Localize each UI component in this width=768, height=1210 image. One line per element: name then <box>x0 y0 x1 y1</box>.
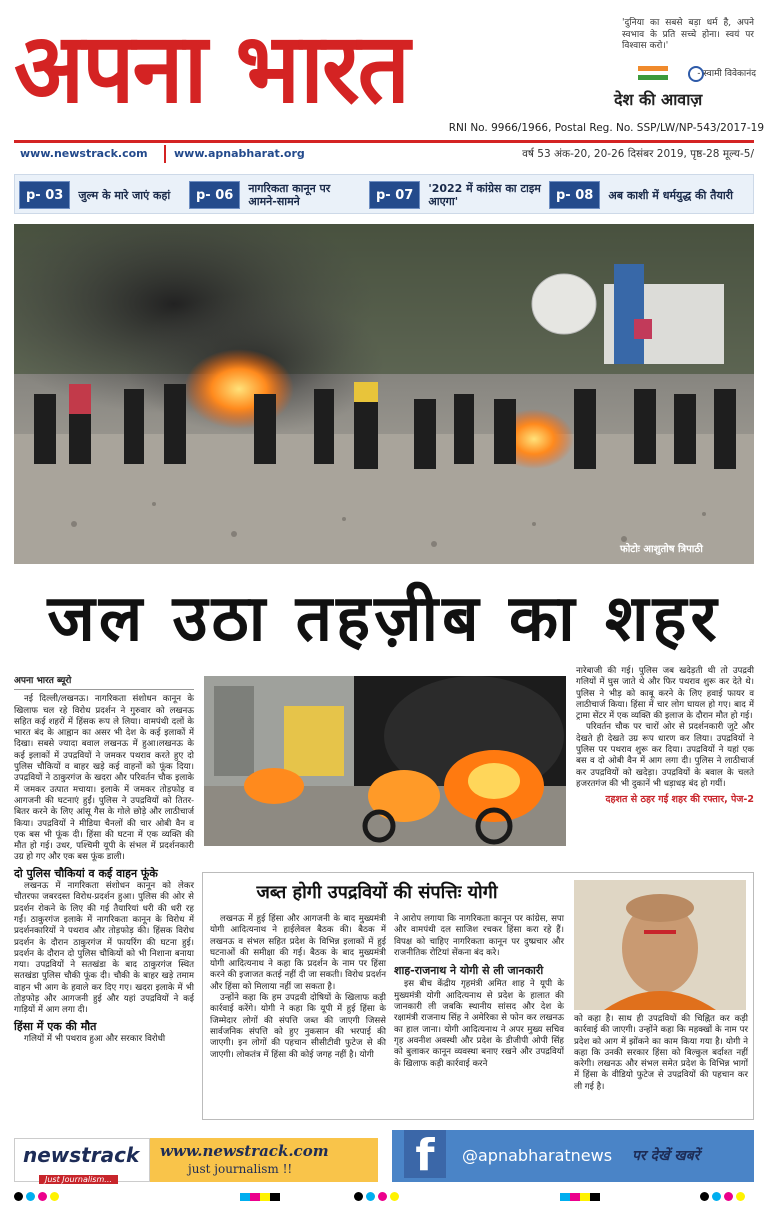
byline: अपना भारत ब्यूरो <box>14 676 194 690</box>
page-number: p- 06 <box>189 181 240 209</box>
index-teaser: नागरिकता कानून पर आमने-सामने <box>248 182 331 208</box>
registration-dots <box>14 1192 59 1201</box>
index-item[interactable] <box>369 179 549 211</box>
page-number: p- 08 <box>549 181 600 209</box>
portrait-photo <box>574 880 746 1010</box>
subheading: हिंसा में एक की मौत <box>14 1019 97 1033</box>
page-reference-link[interactable]: दहशत से ठहर गई शहर की रफ्तार, पेज-2 <box>605 794 754 806</box>
masthead-title: अपना भारत <box>14 12 409 125</box>
newstrack-logo[interactable] <box>14 1138 150 1182</box>
main-headline: जल उठा तहज़ीब का शहर <box>47 582 721 656</box>
story-paragraph: को कहा है। साथ ही उपद्रवियों की चिह्नित कर कड़ी कार्रवाई की जाएगी। उन्होंने कहा कि महक्खों के नाम पर प्रदेश को आग में झोंकने का काम किया गया है। योगी ने कहा कि उनकी सरकार हिंसा को बिल्कुल बर्दाश्त नहीं करेगी। लखनऊ और संभल समेत प्रदेश के विभिन्न भागों में हिंसा के वीडियो फुटेज से उपद्रवियों की पहचान कर ली गई है। <box>574 1014 748 1092</box>
index-item[interactable] <box>189 179 369 211</box>
newstrack-tagline: just journalism !! <box>188 1162 293 1176</box>
quote-author: - स्वामी विवेकानंद <box>697 69 756 79</box>
masthead-logo <box>14 14 614 124</box>
facebook-icon[interactable]: f <box>404 1130 446 1178</box>
index-item[interactable] <box>549 179 749 211</box>
story-paragraph: नई दिल्ली/लखनऊ। नागरिकता संशोधन कानून के खिलाफ चल रहे विरोध प्रदर्शन ने गुरुवार को लखनऊ सहित कई शहरों में हिंसक रूप ले लिया। वामपंथी दलों के भारत बंद के आह्वान का असर भी देश के कई इलाकों में दिखा। सबसे ज्यादा बवाल लखनऊ में हुआ।लखनऊ के कई इलाकों में उपद्रवियों ने जमकर पथराव करते हुए दो पुलिस चौकियों व बाहर खड़े कई वाहनों को फूंक दिया। उपद्रवियों ने ठाकुरगंज के खदरा और परिवर्तन चौक इलाके में जमकर उत्पात मचाया। इलाके में जमकर तोड़फोड़ व आगजनी की घटनाएं हुईं। पुलिस ने उपद्रवियों को तितर-बितर करने के लिए आंसू गैस के गोले छोड़े और लाठीचार्ज किया। उपद्रवियों ने मीडिया चैनलों की चार ओबी वैन व एक बस भी फूंक दी। हिंसा की घटना में एक व्यक्ति की मौत हो गई। उधर, पश्चिमी यूपी के संभल में प्रदर्शनकारी उग्र हो गए और एक बस फूंक डाली। <box>14 694 194 863</box>
newstrack-link[interactable]: www.newstrack.com <box>20 147 148 160</box>
newstrack-slogan: Just Journalism... <box>39 1175 118 1184</box>
registration-dots <box>354 1192 399 1201</box>
subheading: शाह-राजनाथ ने योगी से ली जानकारी <box>394 964 544 978</box>
apnabharat-link[interactable]: www.apnabharat.org <box>174 147 305 160</box>
registration-dots <box>700 1192 745 1201</box>
subheading: दो पुलिस चौकियां व कई वाहन फूंके <box>14 866 158 880</box>
index-item[interactable] <box>19 179 191 211</box>
page-number: p- 03 <box>19 181 70 209</box>
page-number: p- 07 <box>369 181 420 209</box>
story-paragraph: नारेबाजी की गई। पुलिस जब खदेड़ती थी तो उपद्रवी गलियों में घुस जाते थे और फिर पथराव शुरू कर देते थे। पुलिस ने भीड़ को काबू करने के लिए हवाई फायर व लाठीचार्ज किया। हिंसा में चार लोग घायल हो गए। बाद में ट्रामा सेंटर में एक व्यक्ति की इलाज के दौरान मौत हो गई। <box>576 666 754 722</box>
story-column <box>394 914 564 1070</box>
masthead-tagline: देश की आवाज़ <box>614 90 703 109</box>
story-paragraph: ने आरोप लगाया कि नागरिकता कानून पर कांग्रेस, सपा और वामपंथी दल साजिश रचकर हिंसा करा रहे हैं। विपक्ष को चाहिए नागरिकता कानून पर दुष्प्रचार और राजनीतिक रोटियां सेंकना बंद करे। <box>394 914 564 958</box>
index-teaser: जुल्म के मारे जाएं कहां <box>78 188 171 202</box>
story-paragraph: लखनऊ में हुई हिंसा और आगजनी के बाद मुख्यमंत्री योगी आदित्यनाथ ने हाईलेवल बैठक की। बैठक में लखनऊ व संभल सहित प्रदेश के विभिन्न इलाकों में हुई घटनाओं की समीक्षा की गई। बैठक के बाद मुख्यमंत्री योगी आदित्यनाथ ने कहा कि प्रदर्शन के नाम पर हिंसा करने की इजाजत कतई नहीं दी जा सकती। विरोध प्रदर्शन और हिंसा को मिलाया नहीं जा सकता है। <box>210 914 386 992</box>
index-teaser: अब काशी में धर्मयुद्ध की तैयारी <box>608 188 734 202</box>
facebook-handle[interactable]: @apnabharatnews <box>462 1146 613 1165</box>
url-bar <box>14 140 754 164</box>
index-teaser: '2022 में कांग्रेस का टाइम आएगा' <box>428 182 541 208</box>
newstrack-url[interactable]: www.newstrack.com <box>160 1142 329 1160</box>
story-paragraph: उन्होंने कहा कि हम उपद्रवी दोषियों के खिलाफ कड़ी कार्रवाई करेंगे। योगी ने कहा कि यूपी में हुई हिंसा के जिम्मेदार लोगों की संपत्ति जब्त की जाएगी जिससे सार्वजनिक संपत्ति को हुए नुकसान की भरपाई की जाएगी। इन लोगों की पहचान सीसीटीवी फुटेज से की जाएगी। लोकतंत्र में हिंसा की कोई जगह नहीं है। योगी <box>210 993 386 1060</box>
burning-bikes-photo <box>204 676 566 846</box>
newstrack-wordmark: newstrack <box>23 1143 140 1167</box>
facebook-cta: पर देखें खबरें <box>632 1148 700 1164</box>
riot-scene-image <box>14 224 754 564</box>
color-bar <box>560 1193 600 1201</box>
edition-info: वर्ष 53 अंक-20, 20-26 दिसंबर 2019, पृष्ठ-28 मूल्य-5/ <box>522 147 754 160</box>
story-column <box>210 914 386 1061</box>
divider <box>164 145 166 163</box>
lead-story-column <box>14 676 194 1045</box>
registration-number: RNI No. 9966/1966, Postal Reg. No. SSP/LW/NP-543/2017-19 <box>448 122 764 134</box>
story-column <box>574 1014 748 1093</box>
story-paragraph: गलियों में भी पथराव हुआ और सरकार विरोधी <box>24 1033 166 1044</box>
photo-credit: फोटोः आशुतोष त्रिपाठी <box>620 544 703 555</box>
masthead-quote: 'दुनिया का सबसे बड़ा धर्म है, अपने स्वभाव के प्रति सच्चे होना। स्वयं पर विश्वास करो।' <box>622 18 754 51</box>
burning-vehicles-image <box>204 676 566 846</box>
hero-photo <box>14 224 754 564</box>
portrait-image <box>574 880 746 1010</box>
page-index <box>14 174 754 214</box>
story-paragraph: इस बीच केंद्रीय गृहमंत्री अमित शाह ने यूपी के मुख्यमंत्री योगी आदित्यनाथ से प्रदेश के हालात की जानकारी ली जबकि स्थानीय सांसद और देश के रक्षामंत्री राजनाथ सिंह ने अमेरिका से फोन कर लखनऊ का हाल जाना। योगी आदित्यनाथ ने अपर मुख्य सचिव गृह अवनीश अवस्थी और प्रदेश के डीजीपी ओपी सिंह को बुलाकर कानून व्यवस्था बनाए रखने और उपद्रवियों के खिलाफ कड़ी कार्रवाई करने <box>394 979 564 1069</box>
story-paragraph: परिवर्तन चौक पर चारों ओर से प्रदर्शनकारी जुटे और देखते ही देखते उग्र रूप धारण कर लिया। उपद्रवियों ने पुलिस पर पथराव शुरू कर दिया। उपद्रवियों ने यहां एक बस व दो ओबी वैन में आग लगा दी। पुलिस ने लाठीचार्ज कर उपद्रवियों को खदेड़ा। उपद्रवियों के बवाल के चलते हजरतगंज की भी दुकानें भी धड़ाधड़ बंद हो गयीं। <box>576 722 754 789</box>
story-headline: जब्त होगी उपद्रवियों की संपत्तिः योगी <box>256 882 498 903</box>
lead-story-continued <box>576 666 754 806</box>
story-paragraph: लखनऊ में नागरिकता संशोधन कानून को लेकर चौतरफा जबरदस्त विरोध-प्रदर्शन हुआ। पुलिस की ओर से प्रदर्शन रोकने के लिए की गई तैयारियां धरी की धरी रह गईं। ठाकुरगंज इलाके में नागरिकता कानून के विरोध में प्रदर्शनकारियों ने पथराव और तोड़फोड़ की। हिंसक विरोध प्रदर्शन के दौरान ठाकुरगंज में फायरिंग की घटना हुई। प्रदर्शन के दौरान दो पुलिस चौकियों को भी निशाना बनाया गया। उपद्रवियों ने सतखंडा के बाद ठाकुरगंज स्थित सतखंडा पुलिस चौकी फूंक दी। चौकी के बाहर खड़े तमाम वाहन भी आग के हवाले कर दिए गए। खदरा इलाके में भी तोड़फोड़ और आगजनी हुई और यहां उपद्रवियों ने कई गाड़ियों में आग लगा दी। <box>14 881 194 1016</box>
color-bar <box>240 1193 280 1201</box>
